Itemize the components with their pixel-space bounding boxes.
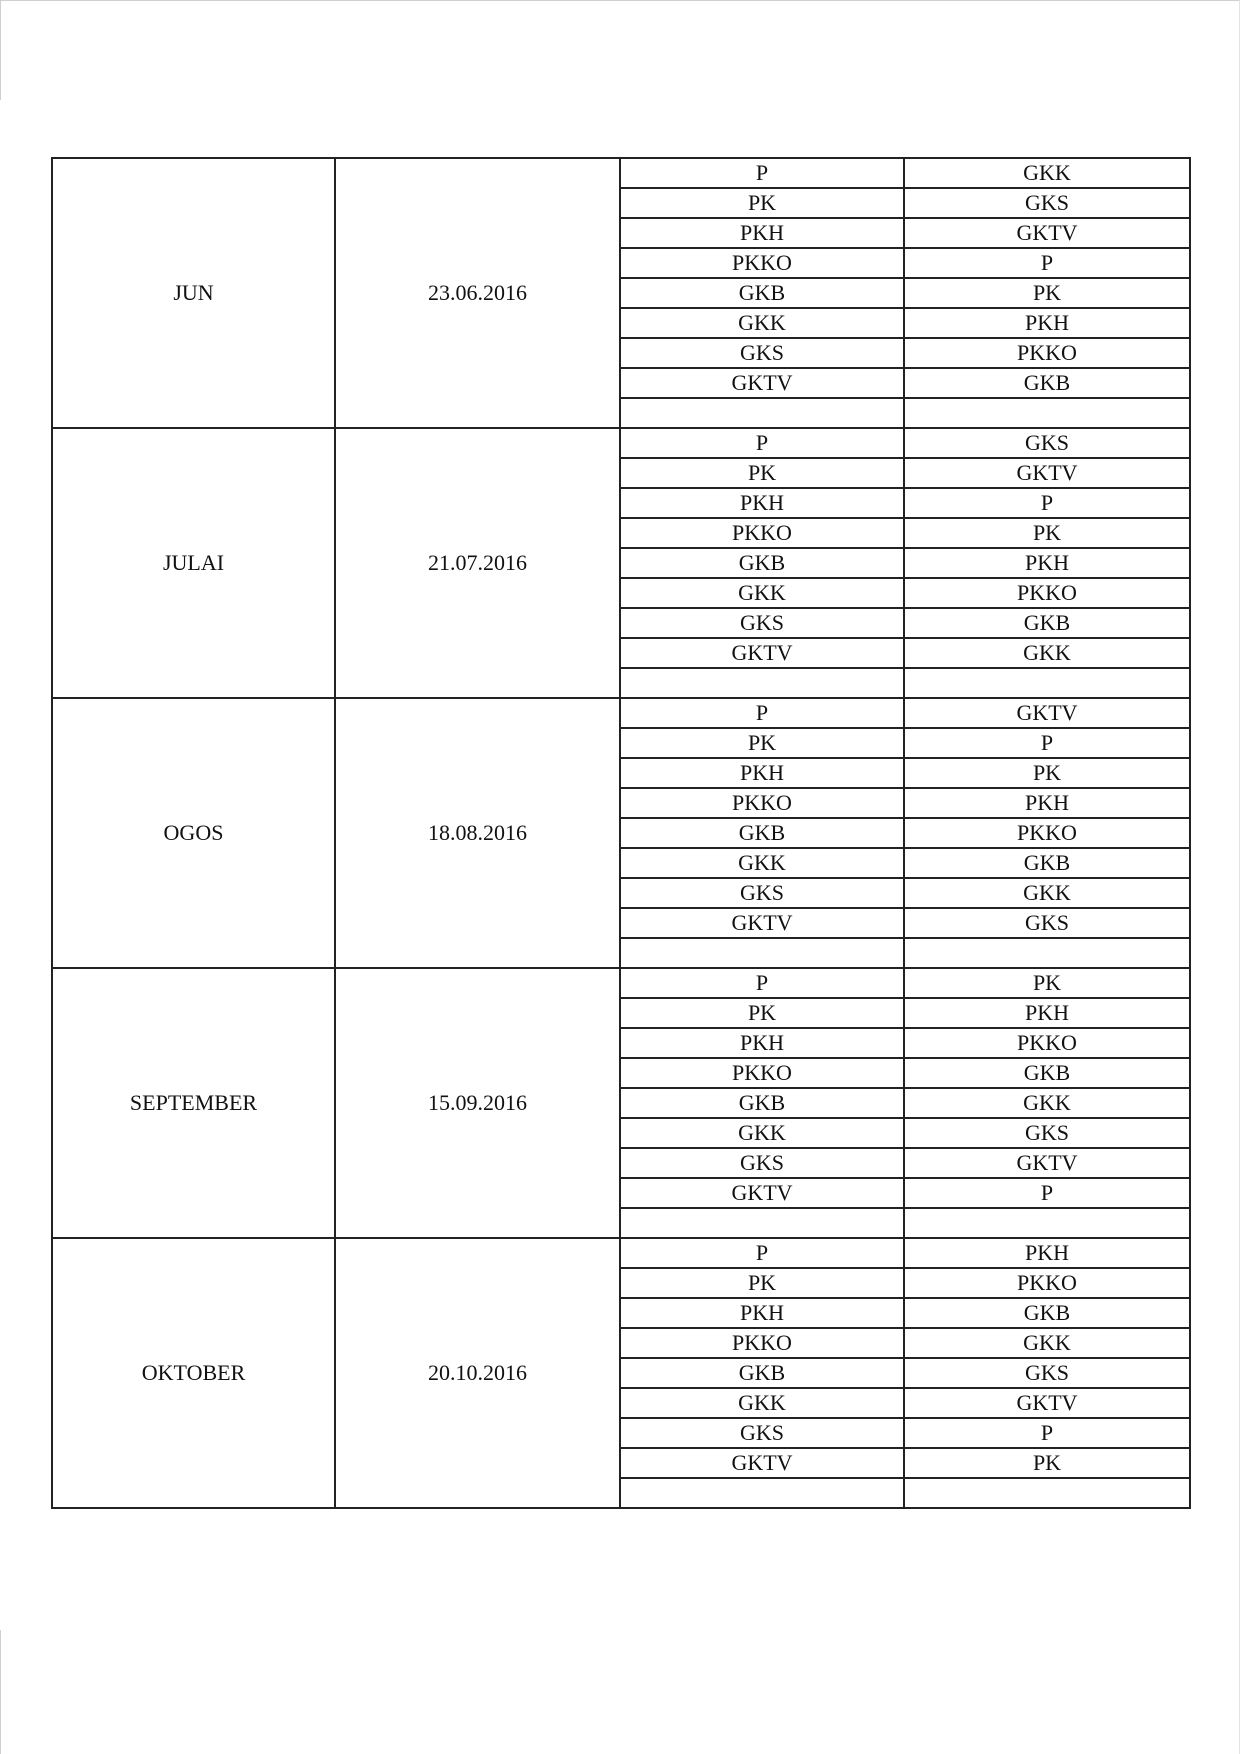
code-cell-left: PK <box>620 188 904 218</box>
code-cell-left: PKKO <box>620 788 904 818</box>
code-cell-right: GKS <box>904 428 1190 458</box>
code-cell-left: GKS <box>620 1418 904 1448</box>
table-row <box>52 968 1190 998</box>
code-cell-right: GKB <box>904 608 1190 638</box>
code-cell-right: GKTV <box>904 1388 1190 1418</box>
code-cell-left: GKK <box>620 1118 904 1148</box>
code-cell-left: GKK <box>620 578 904 608</box>
code-cell-left: P <box>620 158 904 188</box>
code-cell-right: GKS <box>904 1358 1190 1388</box>
month-cell: OGOS <box>52 698 335 968</box>
code-cell-left <box>620 1478 904 1508</box>
code-cell-left: PK <box>620 728 904 758</box>
month-cell: SEPTEMBER <box>52 968 335 1238</box>
code-cell-right: GKTV <box>904 1148 1190 1178</box>
code-cell-left: P <box>620 1238 904 1268</box>
code-cell-right: PKKO <box>904 578 1190 608</box>
code-cell-left: PKH <box>620 758 904 788</box>
code-cell-right: PKKO <box>904 338 1190 368</box>
page-edge-left-lower <box>0 1630 1 1754</box>
code-cell-left: P <box>620 428 904 458</box>
page-edge-top <box>0 0 1240 1</box>
code-cell-left: GKB <box>620 278 904 308</box>
code-cell-right: PK <box>904 518 1190 548</box>
code-cell-left: GKTV <box>620 1178 904 1208</box>
schedule-table <box>51 157 1191 1509</box>
code-cell-right: GKK <box>904 1328 1190 1358</box>
code-cell-right <box>904 1478 1190 1508</box>
code-cell-right: P <box>904 488 1190 518</box>
code-cell-right: GKK <box>904 638 1190 668</box>
code-cell-right: P <box>904 728 1190 758</box>
code-cell-left: PKKO <box>620 248 904 278</box>
code-cell-right: PKH <box>904 998 1190 1028</box>
code-cell-right <box>904 1208 1190 1238</box>
code-cell-left: GKS <box>620 1148 904 1178</box>
code-cell-left: PKH <box>620 1028 904 1058</box>
code-cell-left: GKK <box>620 1388 904 1418</box>
code-cell-left: P <box>620 968 904 998</box>
code-cell-left: GKS <box>620 608 904 638</box>
code-cell-right: GKK <box>904 1088 1190 1118</box>
code-cell-left: GKTV <box>620 908 904 938</box>
code-cell-right <box>904 938 1190 968</box>
code-cell-right: P <box>904 1178 1190 1208</box>
date-cell: 15.09.2016 <box>335 968 620 1238</box>
code-cell-right: GKS <box>904 908 1190 938</box>
code-cell-right: PKKO <box>904 1268 1190 1298</box>
month-cell: OKTOBER <box>52 1238 335 1508</box>
code-cell-left: PKKO <box>620 1328 904 1358</box>
date-cell: 20.10.2016 <box>335 1238 620 1508</box>
table-row <box>52 428 1190 458</box>
code-cell-right: GKB <box>904 368 1190 398</box>
code-cell-left: GKTV <box>620 638 904 668</box>
code-cell-left: GKB <box>620 1358 904 1388</box>
code-cell-right: P <box>904 248 1190 278</box>
code-cell-right: GKB <box>904 1058 1190 1088</box>
table-row <box>52 1238 1190 1268</box>
code-cell-left: PKH <box>620 488 904 518</box>
code-cell-left: PK <box>620 458 904 488</box>
code-cell-left: P <box>620 698 904 728</box>
page-edge-left <box>0 0 1 100</box>
code-cell-left: GKK <box>620 848 904 878</box>
code-cell-left: PK <box>620 1268 904 1298</box>
code-cell-right: GKTV <box>904 698 1190 728</box>
code-cell-left: GKB <box>620 548 904 578</box>
code-cell-left <box>620 398 904 428</box>
code-cell-right <box>904 398 1190 428</box>
code-cell-left: GKB <box>620 818 904 848</box>
code-cell-right <box>904 668 1190 698</box>
month-cell: JUN <box>52 158 335 428</box>
date-cell: 21.07.2016 <box>335 428 620 698</box>
code-cell-right: PKH <box>904 788 1190 818</box>
code-cell-right: P <box>904 1418 1190 1448</box>
code-cell-left: PKKO <box>620 518 904 548</box>
code-cell-right: PK <box>904 1448 1190 1478</box>
code-cell-left: GKTV <box>620 368 904 398</box>
code-cell-left: PKH <box>620 1298 904 1328</box>
table-row <box>52 158 1190 188</box>
code-cell-right: PK <box>904 758 1190 788</box>
code-cell-right: PKH <box>904 308 1190 338</box>
code-cell-right: PKH <box>904 548 1190 578</box>
code-cell-left: PK <box>620 998 904 1028</box>
date-cell: 23.06.2016 <box>335 158 620 428</box>
code-cell-left: GKS <box>620 878 904 908</box>
code-cell-right: GKS <box>904 1118 1190 1148</box>
code-cell-left: GKK <box>620 308 904 338</box>
code-cell-left: GKB <box>620 1088 904 1118</box>
code-cell-left <box>620 1208 904 1238</box>
code-cell-right: PKKO <box>904 1028 1190 1058</box>
schedule-body <box>52 158 1190 1508</box>
code-cell-right: GKB <box>904 1298 1190 1328</box>
code-cell-left <box>620 668 904 698</box>
code-cell-left <box>620 938 904 968</box>
table-row <box>52 698 1190 728</box>
code-cell-right: GKK <box>904 878 1190 908</box>
code-cell-right: GKTV <box>904 458 1190 488</box>
month-cell: JULAI <box>52 428 335 698</box>
code-cell-right: PKKO <box>904 818 1190 848</box>
code-cell-right: GKB <box>904 848 1190 878</box>
code-cell-right: PK <box>904 278 1190 308</box>
code-cell-left: GKTV <box>620 1448 904 1478</box>
code-cell-right: PK <box>904 968 1190 998</box>
date-cell: 18.08.2016 <box>335 698 620 968</box>
code-cell-right: GKK <box>904 158 1190 188</box>
code-cell-left: PKH <box>620 218 904 248</box>
code-cell-right: PKH <box>904 1238 1190 1268</box>
code-cell-right: GKTV <box>904 218 1190 248</box>
code-cell-right: GKS <box>904 188 1190 218</box>
code-cell-left: GKS <box>620 338 904 368</box>
code-cell-left: PKKO <box>620 1058 904 1088</box>
